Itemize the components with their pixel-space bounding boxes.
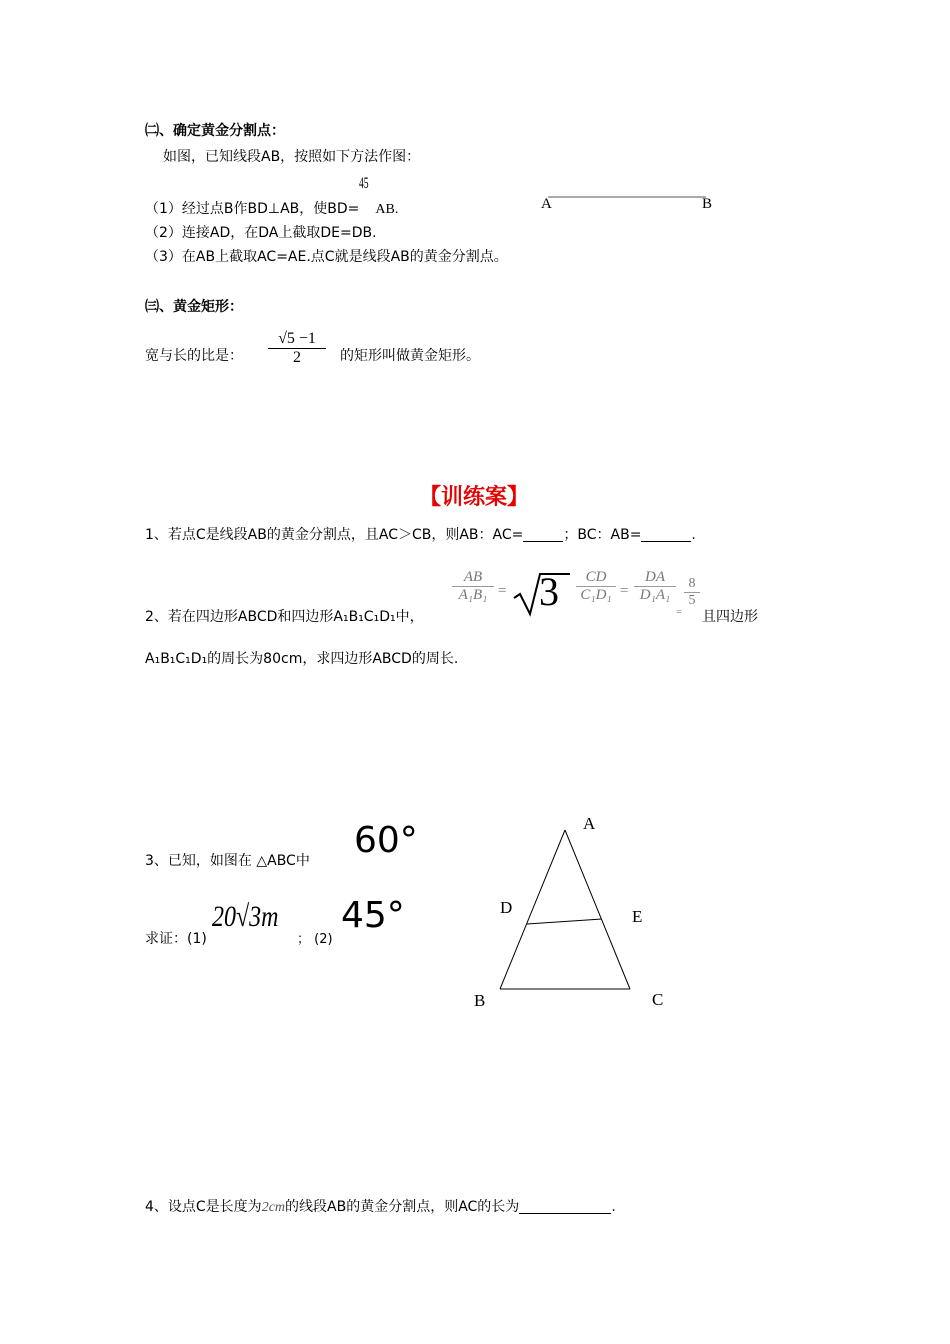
- q2-frac2-num: CD: [585, 569, 607, 585]
- triangle-label-e: E: [632, 907, 643, 926]
- q2-fraction-3: [634, 569, 676, 604]
- q4-text2: 的线段AB的黄金分割点，则AC的长为: [285, 1199, 520, 1215]
- q2-frac1-den: A₁B₁: [458, 587, 488, 603]
- step1-text: [145, 175, 399, 218]
- q3-prove: 求证：(1): [145, 931, 207, 947]
- q4-length: 2cm: [261, 1200, 286, 1215]
- q1-blank-2[interactable]: [641, 527, 691, 542]
- q2-tail: 且四边形: [702, 609, 758, 625]
- step1-fraction: [359, 175, 375, 213]
- step3-text: （3）在AB上截取AC=AE.点C就是线段AB的黄金分割点。: [145, 249, 508, 265]
- q4-end: .: [611, 1199, 616, 1215]
- step1-fraction-top: 45: [359, 175, 369, 192]
- q2-frac4-num: 8: [688, 576, 696, 591]
- question-1: [145, 524, 696, 544]
- section3-title: ㈢、黄金矩形：: [145, 299, 243, 315]
- segment-label-a: A: [541, 196, 552, 212]
- step1-text-a: （1）经过点B作BD⊥AB，使BD=: [145, 201, 360, 217]
- q3-text: 3、已知，如图在 △ABC中: [145, 853, 310, 869]
- q2-fraction-1: [452, 569, 494, 604]
- question-4: [145, 1196, 616, 1216]
- triangle-label-d: D: [500, 898, 513, 917]
- triangle-label-b: B: [474, 991, 486, 1010]
- step2-text: （2）连接AD，在DA上截取DE=DB.: [145, 225, 377, 241]
- triangle-side-ac: [565, 830, 630, 989]
- training-heading: 【训练案】: [419, 485, 530, 510]
- q1-text: 1、若点C是线段AB的黄金分割点，且AC＞CB，则AB：AC=: [145, 527, 524, 543]
- section3-text-a: 宽与长的比是：: [145, 348, 243, 364]
- triangle-segment-de: [527, 919, 602, 924]
- q2-fraction-2: [576, 569, 616, 604]
- q3-angle-60: 60°: [354, 820, 418, 861]
- q4-text: 4、设点C是长度为: [145, 1199, 262, 1215]
- q2-sqrt-value: 3: [539, 569, 559, 614]
- segment-label-b: B: [702, 196, 713, 212]
- triangle-figure: [490, 820, 650, 1000]
- segment-ab-figure: [540, 190, 720, 220]
- triangle-label-a: A: [583, 814, 596, 833]
- q2-text: 2、若在四边形ABCD和四边形A₁B₁C₁D₁中，: [145, 609, 424, 625]
- q1-mid: ；BC：AB=: [563, 527, 642, 543]
- golden-ratio-numerator: √5 −1: [278, 330, 316, 347]
- q2-frac2-den: C₁D₁: [580, 587, 612, 603]
- triangle-label-c: C: [652, 990, 664, 1009]
- q2-fraction-4: [684, 576, 700, 609]
- q2-eq-2: =: [620, 583, 629, 599]
- q2-frac1-num: AB: [463, 569, 483, 585]
- q4-blank[interactable]: [519, 1199, 611, 1214]
- golden-ratio-denominator: 2: [293, 349, 301, 366]
- q3-sep: ； (2): [297, 932, 333, 947]
- q2-line2: A₁B₁C₁D₁的周长为80cm，求四边形ABCD的周长.: [145, 651, 459, 667]
- section2-title: ㈡、确定黄金分割点：: [145, 123, 285, 139]
- q2-frac3-den: D₁A₁: [639, 587, 671, 603]
- q3-expression: 20√3m: [212, 900, 279, 933]
- section3-text-b: 的矩形叫做黄金矩形。: [340, 348, 480, 364]
- q2-frac3-num: DA: [645, 569, 665, 585]
- q2-frac4-den: 5: [688, 593, 696, 608]
- q3-angle-45: 45°: [341, 895, 405, 936]
- golden-ratio-fraction: [268, 330, 326, 367]
- section2-intro: 如图，已知线段AB，按照如下方法作图：: [163, 149, 421, 165]
- step1-text-b: AB.: [375, 202, 399, 217]
- q2-eq-3: =: [676, 606, 683, 618]
- q1-end: .: [691, 527, 696, 543]
- q2-eq-1: =: [498, 583, 507, 599]
- q1-blank-1[interactable]: [523, 527, 563, 542]
